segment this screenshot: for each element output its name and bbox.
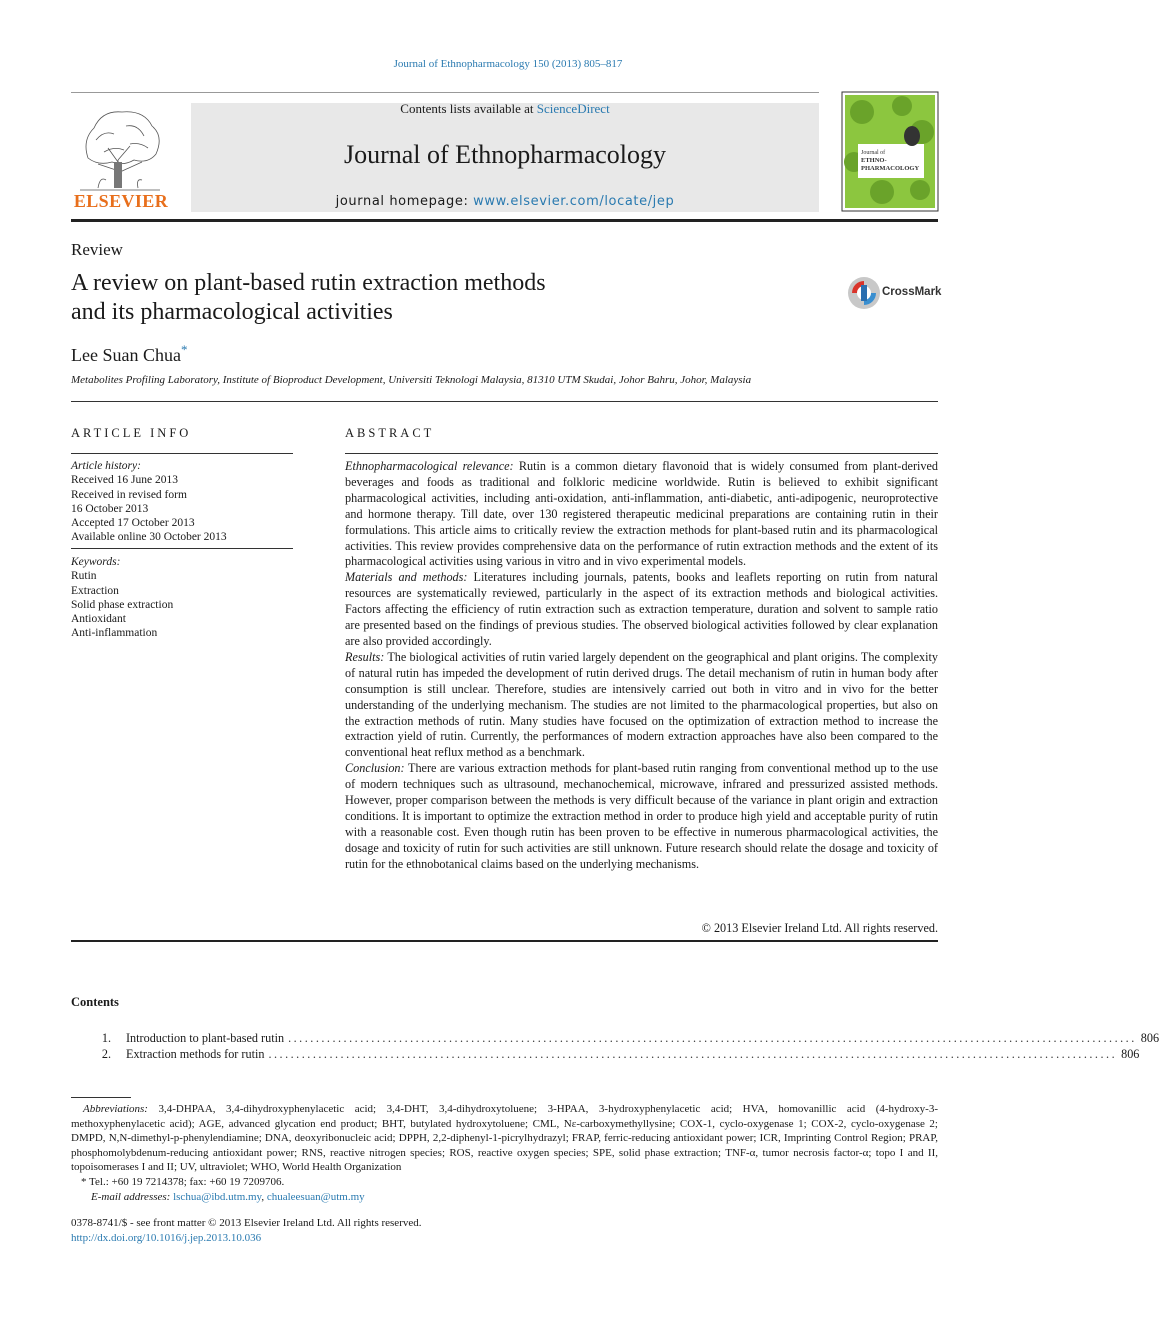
crossmark-badge[interactable] — [846, 275, 940, 311]
svg-text:ETHNO-: ETHNO- — [861, 157, 887, 164]
abstract-heading: ABSTRACT — [345, 426, 435, 440]
abbreviations-text: 3,4-DHPAA, 3,4-dihydroxyphenylacetic acid; 3,4-DHT, 3,4-dihydroxytoluene; 3-HPAA, 3-hydroxyphenylacetic acid; HVA, homovanillic acid (4-hydroxy-3-methoxyphenylacetic acid); AGE, advanced glycation end product; BHT, butylated hydroxytoluene; CML, Nε-carboxymethyllysine; COX-1, cyclo-oxygenase 1; COX-2, cyclo-oxygenase 2; DMPD, N,N-dimethyl-p-phenylendiamine; DNA, deoxyribonucleic acid; DPPH, 2,2-diphenyl-1-picrylhydrazyl; FRAP, ferric-reducing antioxidant power; ICR, Imprinting Control Region; PRAP, phosphomolybdenum-reducing antioxidant power; RNS, reactive nitrogen species; ROS, reactive oxygen species; SPE, solid phase extraction; TNF-α, tumor necrosis factor-α; topo I and II, topoisomerases I and II; UV, ultraviolet; WHO, World Health Organization — [71, 1103, 939, 1174]
email-note — [71, 1190, 938, 1205]
toc-leader: ......................................................................................................................................................... — [268, 1047, 1118, 1061]
doi-link[interactable]: http://dx.doi.org/10.1016/j.jep.2013.10.036 — [71, 1232, 262, 1244]
email-label: E-mail addresses: — [91, 1190, 171, 1203]
history-item: Available online 30 October 2013 — [71, 531, 227, 544]
toc-leader: ......................................................................................................................................................... — [288, 1031, 1137, 1045]
toc-label[interactable]: Extraction methods for rutin — [126, 1047, 265, 1061]
abstract-label: Results: — [345, 649, 385, 664]
abstract-label: Conclusion: — [345, 761, 405, 776]
header-divider — [71, 219, 938, 222]
article-title — [71, 269, 671, 327]
keyword: Antioxidant — [71, 613, 126, 626]
journal-homepage — [191, 194, 819, 209]
svg-text:Journal of: Journal of — [861, 150, 886, 156]
abstract-rule — [345, 453, 938, 454]
abstract-paragraph — [345, 650, 938, 761]
abbreviations-label: Abbreviations: — [83, 1103, 148, 1115]
homepage-prefix: journal homepage: — [335, 194, 474, 209]
keyword: Rutin — [71, 570, 97, 583]
keyword: Solid phase extraction — [71, 598, 174, 611]
toc-number: 2. — [101, 1047, 111, 1061]
toc-entry[interactable] — [71, 1031, 1159, 1046]
author-affiliation: Metabolites Profiling Laboratory, Institute of Bioproduct Development, Universiti Teknologi Malaysia, 81310 UTM Skudai, Johor Bahru, Johor, Malaysia — [71, 374, 752, 386]
journal-cover-image — [842, 92, 938, 211]
history-label: Article history: — [71, 460, 141, 472]
toc-entry[interactable] — [71, 1047, 1140, 1062]
abstract-copyright: © 2013 Elsevier Ireland Ltd. All rights reserved. — [701, 921, 938, 935]
author-name — [71, 342, 187, 366]
contents-prefix: Contents lists available at — [400, 101, 537, 116]
abbreviations-note — [71, 1102, 938, 1175]
abstract-text: The biological activities of rutin varied largely dependent on the geographical and plant origins. The complexity of natural rutin has impeded the development of rutin derived drugs. The detail mechanism of rutin in human body after consumption is still unclear. Therefore, studies are intensively carried out both in vitro and in vivo for the better understanding of the underlying mechanism. The studies are not limited to the pharmacological properties, but also on the extraction methods of rutin. Many studies have focused on the optimization of extraction method to increase the extraction yield of rutin. Currently, the performances of modern extraction approaches have also been compared to the conventional heat reflux method as a benchmark. — [345, 649, 938, 760]
keywords — [71, 555, 293, 641]
history-item: 16 October 2013 — [71, 502, 149, 515]
history-item: Received 16 June 2013 — [71, 474, 178, 487]
header-rule-center — [191, 92, 819, 93]
article-history — [71, 459, 293, 545]
article-info-rule — [71, 453, 293, 454]
article-type: Review — [71, 240, 123, 259]
journal-citation[interactable]: Journal of Ethnopharmacology 150 (2013) 805–817 — [393, 58, 623, 70]
abstract-text: There are various extraction methods for plant-based rutin ranging from conventional method up to the use of modern techniques such as ultrasound, mechanochemical, microwave, infrared and pressurized assisted methods. However, proper comparison between the methods is very difficult because of the variance in plant origin and extraction conditions. It is important to optimize the extraction method in order to produce high yield and acceptable purity of rutin with a reasonable cost. Even though rutin has been proven to be effective in numerous pharmacological activities, the dosage and toxicity of rutin for such activities are still unknown. Future research should relate the dosage and toxicity of rutin for the ethnobotanical claims based on the underlying mechanisms. — [345, 761, 939, 871]
abstract-text: Rutin is a common dietary flavonoid that is widely consumed from plant-derived beverages and foods as traditional and folkloric medicine worldwide. Rutin is believed to exhibit significant pharmacological activities, including anti-oxidation, anti-inflammation, anti-diabetic, anti-adipogenic, neuroprotective and hormone therapy. Till date, over 130 registered therapeutic medicinal preparations are containing rutin in their formulations. This article aims to critically review the extraction methods for plant-based rutin and its pharmacological activities. This review provides comprehensive data on the performance of rutin extraction methods and the extent of its pharmacological activities using various in vitro and in vivo experimental models. — [345, 459, 939, 569]
keyword: Extraction — [71, 584, 119, 597]
email-link[interactable]: chualeesuan@utm.my — [266, 1190, 365, 1203]
toc-page: 806 — [1121, 1047, 1140, 1061]
abstract-paragraph — [345, 459, 938, 570]
history-item: Accepted 17 October 2013 — [71, 517, 195, 530]
abstract-body — [345, 459, 938, 873]
homepage-link[interactable]: www.elsevier.com/locate/jep — [473, 194, 675, 209]
title-line-1: A review on plant-based rutin extraction methods — [71, 270, 546, 296]
title-divider — [71, 401, 938, 402]
article-info-rule-2 — [71, 548, 293, 549]
email-link[interactable]: lschua@ibd.utm.my — [173, 1190, 262, 1203]
abstract-end-rule — [71, 940, 938, 942]
author-text: Lee Suan Chua — [71, 345, 181, 365]
issn-line: 0378-8741/$ - see front matter © 2013 Elsevier Ireland Ltd. All rights reserved. — [71, 1217, 422, 1229]
history-item: Received in revised form — [71, 488, 187, 501]
front-matter — [71, 1216, 422, 1246]
abstract-text: Literatures including journals, patents, books and leaflets reporting on rutin from natural resources are systematically reviewed, particularly in the aspect of its extraction methods and biological activities. Factors affecting the efficiency of rutin extraction such as extraction temperature, duration and solvent to sample ratio are presented based on the findings of previous studies. The observed biological activities followed by clear explanation are also provided accordingly. — [345, 570, 939, 648]
toc-number: 1. — [101, 1031, 111, 1045]
contents-heading: Contents — [71, 995, 119, 1009]
author-footnote-mark[interactable]: * — [180, 342, 188, 357]
publisher-logo-text: ELSEVIER — [73, 191, 169, 211]
toc-label[interactable]: Introduction to plant-based rutin — [126, 1031, 285, 1045]
journal-title: Journal of Ethnopharmacology — [343, 140, 667, 169]
keywords-label: Keywords: — [71, 556, 121, 568]
email-separator: , — [261, 1190, 267, 1203]
footnote-rule — [71, 1097, 131, 1098]
crossmark-label: CrossMark — [882, 286, 942, 298]
article-info-heading: ARTICLE INFO — [71, 426, 192, 440]
abstract-label: Ethnopharmacological relevance: — [345, 459, 514, 473]
journal-cover-art — [842, 92, 938, 211]
keyword: Anti-inflammation — [71, 627, 158, 640]
footnotes — [71, 1102, 938, 1204]
toc-page: 806 — [1140, 1031, 1159, 1045]
abstract-paragraph — [345, 570, 938, 650]
title-line-2: and its pharmacological activities — [71, 299, 393, 325]
contents-available — [191, 101, 819, 117]
header-rule-left — [71, 92, 191, 93]
contact-note: * Tel.: +60 19 7214378; fax: +60 19 7209706. — [81, 1175, 285, 1188]
sciencedirect-link[interactable]: ScienceDirect — [536, 101, 610, 116]
abstract-paragraph — [345, 761, 938, 872]
svg-text:PHARMACOLOGY: PHARMACOLOGY — [861, 165, 920, 172]
abstract-label: Materials and methods: — [345, 570, 468, 585]
